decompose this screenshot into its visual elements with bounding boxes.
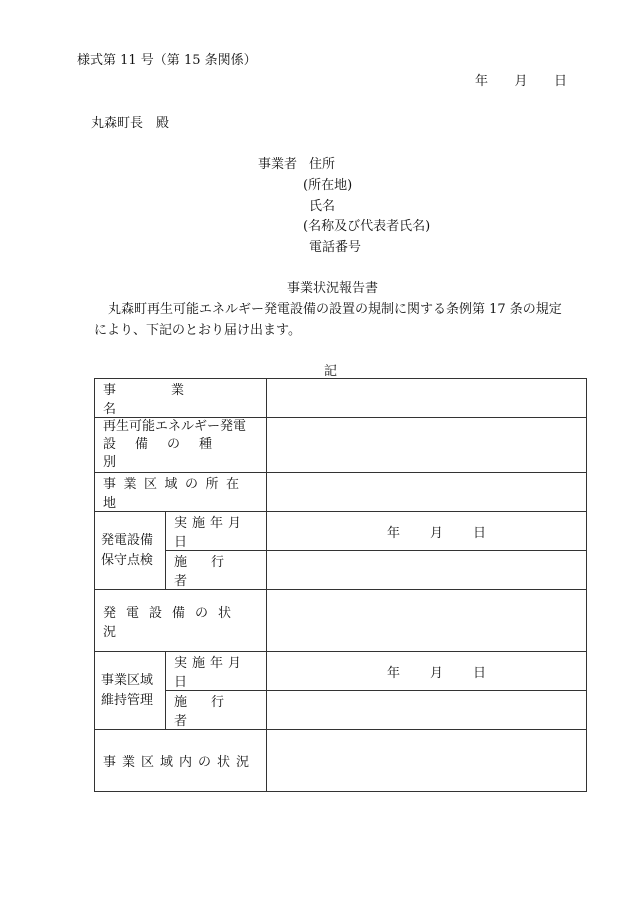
body-line-2: により、下記のとおり届け出ます。 bbox=[94, 323, 301, 338]
equipment-status-text: 発電設備の状況 bbox=[103, 605, 242, 640]
equipment-type-line-2: 設備の種別 bbox=[103, 437, 232, 470]
label-area-executor bbox=[166, 691, 267, 730]
value-area-executor[interactable] bbox=[267, 691, 587, 730]
equipment-type-line-1: 再生可能エネルギー発電 bbox=[103, 419, 247, 434]
applicant-name-note: (名称及び代表者氏名) bbox=[303, 219, 431, 234]
value-equipment-type[interactable] bbox=[267, 418, 587, 473]
label-equipment-type bbox=[95, 418, 267, 473]
business-name-text: 事業名 bbox=[103, 383, 240, 417]
value-area-date[interactable] bbox=[267, 652, 587, 691]
area-date-year: 年 bbox=[386, 665, 400, 681]
maintenance-date-year: 年 bbox=[386, 525, 400, 541]
area-maintenance-line-1: 事業区域 bbox=[101, 672, 154, 688]
date-day: 日 bbox=[553, 74, 567, 89]
maintenance-date-month: 月 bbox=[430, 525, 444, 541]
label-location bbox=[95, 473, 267, 512]
maintenance-line-1: 発電設備 bbox=[101, 532, 154, 548]
value-business-name[interactable] bbox=[267, 379, 587, 418]
label-area-maintenance bbox=[95, 652, 166, 730]
label-area-date bbox=[166, 652, 267, 691]
value-equipment-status[interactable] bbox=[267, 590, 587, 652]
addressee: 丸森町長 殿 bbox=[91, 116, 170, 131]
label-maintenance-date bbox=[166, 512, 267, 551]
value-location[interactable] bbox=[267, 473, 587, 512]
applicant-name-label: 氏名 bbox=[309, 199, 336, 214]
applicant-address-note: (所在地) bbox=[303, 178, 353, 193]
value-maintenance-date[interactable] bbox=[267, 512, 587, 551]
maintenance-line-2: 保守点検 bbox=[101, 552, 154, 568]
label-maintenance-executor bbox=[166, 551, 267, 590]
maintenance-executor-text: 施行者 bbox=[174, 555, 249, 589]
area-maintenance-line-2: 維持管理 bbox=[101, 692, 154, 708]
label-area-status bbox=[95, 730, 267, 792]
form-number: 様式第 11 号（第 15 条関係） bbox=[77, 53, 257, 68]
applicant-address-label: 住所 bbox=[309, 157, 336, 172]
maintenance-date-day: 日 bbox=[473, 525, 487, 541]
submission-date bbox=[475, 70, 567, 89]
location-text: 事業区域の所在地 bbox=[103, 477, 247, 511]
area-date-day: 日 bbox=[473, 665, 487, 681]
body-line-1: 丸森町再生可能エネルギー発電設備の設置の規制に関する条例第 17 条の規定 bbox=[108, 302, 562, 317]
ki-label: 記 bbox=[324, 364, 338, 379]
area-executor-text: 施行者 bbox=[174, 695, 249, 729]
document-title: 事業状況報告書 bbox=[287, 281, 379, 296]
applicant-phone-label: 電話番号 bbox=[309, 240, 362, 255]
area-date-month: 月 bbox=[430, 665, 444, 681]
area-status-text: 事業区域内の状況 bbox=[103, 755, 256, 770]
label-maintenance bbox=[95, 512, 166, 590]
applicant-prefix: 事業者 bbox=[258, 157, 298, 172]
value-maintenance-executor[interactable] bbox=[267, 551, 587, 590]
date-year: 年 bbox=[475, 74, 489, 89]
label-equipment-status bbox=[95, 590, 267, 652]
date-month: 月 bbox=[514, 74, 528, 89]
area-date-text: 実施年月日 bbox=[174, 656, 247, 690]
report-table bbox=[94, 378, 587, 792]
label-business-name bbox=[95, 379, 267, 418]
maintenance-date-text: 実施年月日 bbox=[174, 516, 247, 550]
value-area-status[interactable] bbox=[267, 730, 587, 792]
